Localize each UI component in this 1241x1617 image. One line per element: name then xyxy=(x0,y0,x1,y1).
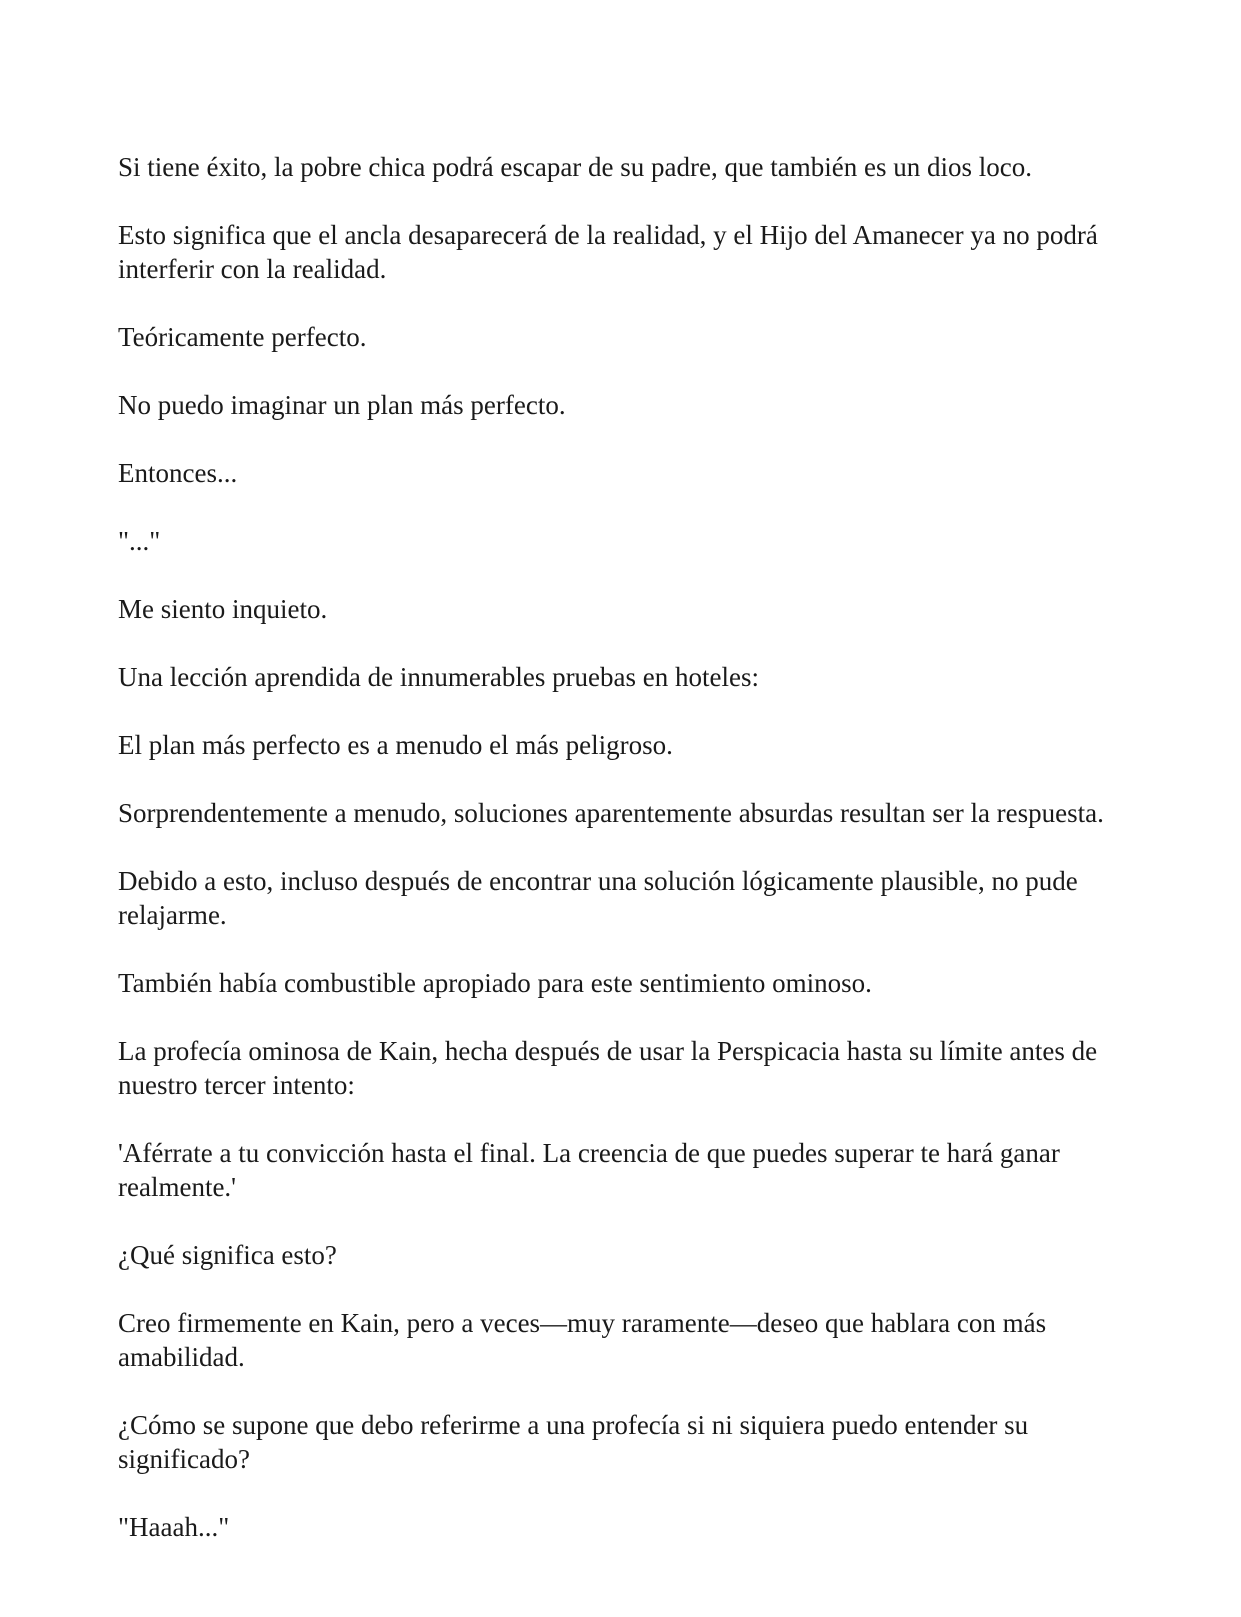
paragraph: Esto significa que el ancla desaparecerá de la realidad, y el Hijo del Amanecer ya no podrá interferir con la realidad. xyxy=(118,220,1098,284)
paragraph: ¿Cómo se supone que debo referirme a una profecía si ni siquiera puedo entender su significado? xyxy=(118,1410,1029,1474)
paragraph: Teóricamente perfecto. xyxy=(118,322,367,352)
paragraph: Entonces... xyxy=(118,458,238,488)
paragraph: También había combustible apropiado para este sentimiento ominoso. xyxy=(118,968,872,998)
paragraph: "..." xyxy=(118,526,161,556)
paragraph: Creo firmemente en Kain, pero a veces—muy raramente—deseo que hablara con más amabilidad. xyxy=(118,1308,1047,1372)
paragraph: Una lección aprendida de innumerables pruebas en hoteles: xyxy=(118,662,759,692)
paragraph: Sorprendentemente a menudo, soluciones aparentemente absurdas resultan ser la respuesta. xyxy=(118,798,1104,828)
paragraph: 'Aférrate a tu convicción hasta el final. La creencia de que puedes superar te hará ganar realmente.' xyxy=(118,1138,1060,1202)
paragraph: El plan más perfecto es a menudo el más peligroso. xyxy=(118,730,673,760)
paragraph: Me siento inquieto. xyxy=(118,594,328,624)
paragraph: Debido a esto, incluso después de encontrar una solución lógicamente plausible, no pude relajarme. xyxy=(118,866,1078,930)
body-text xyxy=(118,150,1128,1578)
paragraph: Si tiene éxito, la pobre chica podrá escapar de su padre, que también es un dios loco. xyxy=(118,152,1032,182)
paragraph: "Haaah..." xyxy=(118,1512,230,1542)
paragraph: La profecía ominosa de Kain, hecha después de usar la Perspicacia hasta su límite antes de nuestro tercer intento: xyxy=(118,1036,1098,1100)
paragraph: No puedo imaginar un plan más perfecto. xyxy=(118,390,566,420)
paragraph: ¿Qué significa esto? xyxy=(118,1240,337,1270)
